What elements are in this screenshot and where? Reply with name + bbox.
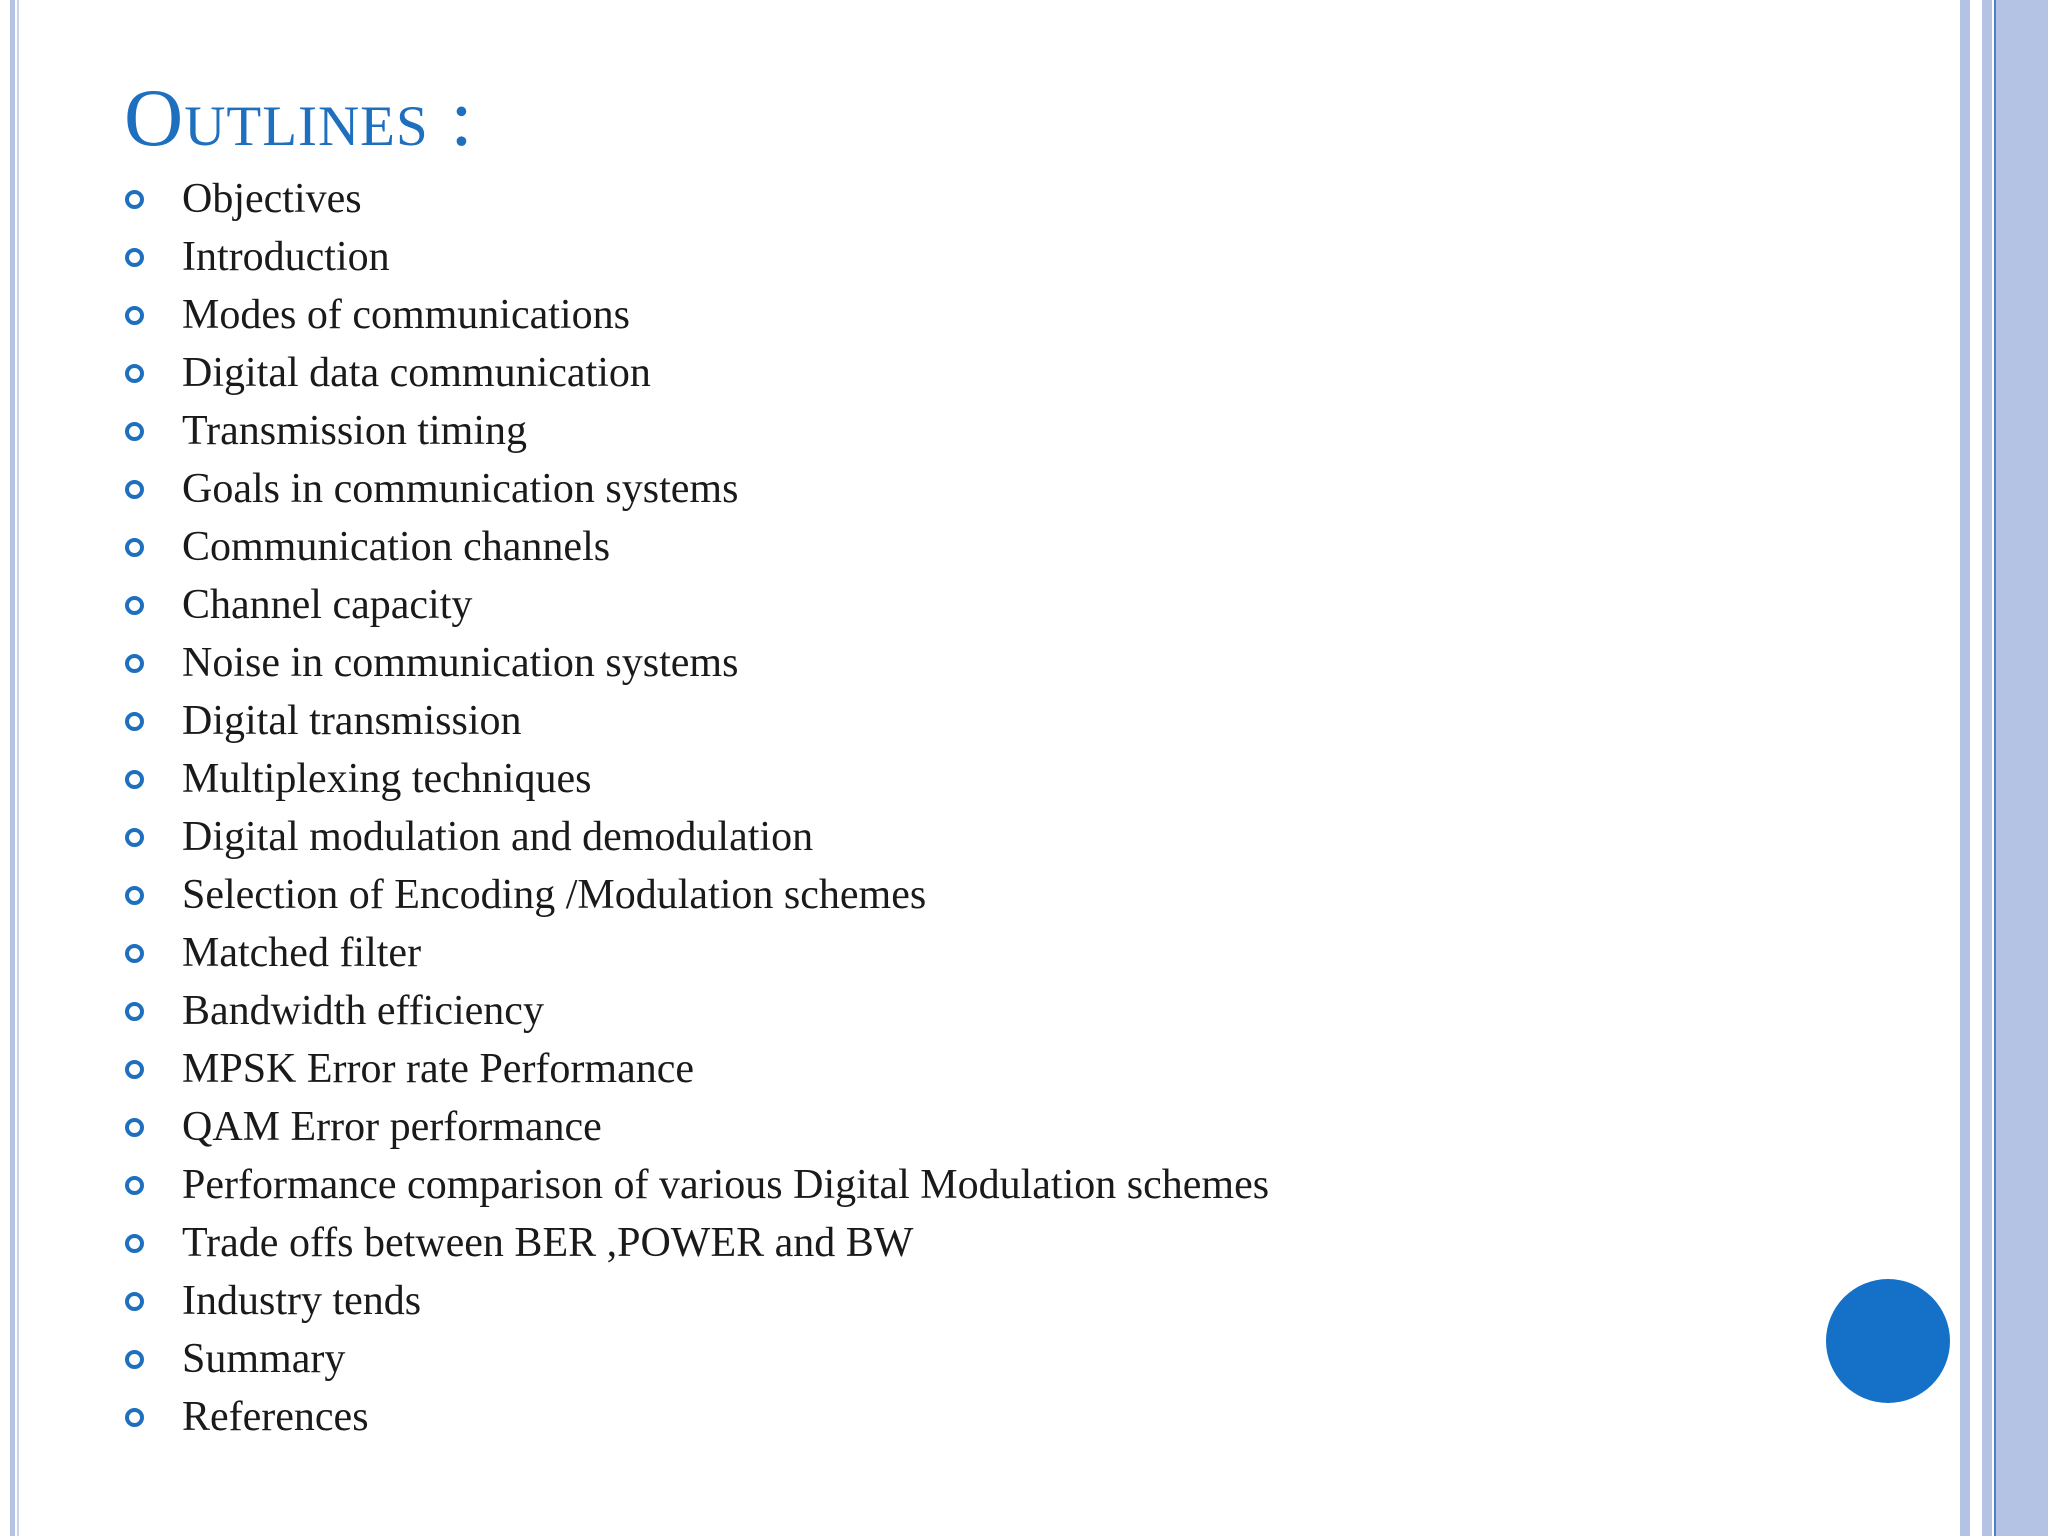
- list-item-text: Introduction: [182, 234, 390, 280]
- bullet-icon: [125, 1176, 144, 1195]
- list-item: [124, 924, 1269, 982]
- list-item-text: Performance comparison of various Digital Modulation schemes: [182, 1162, 1270, 1208]
- list-item: [124, 460, 1269, 518]
- list-item-text: Transmission timing: [182, 408, 528, 454]
- bullet-icon: [125, 422, 144, 441]
- bullet-icon: [125, 480, 144, 499]
- list-item: [124, 1040, 1269, 1098]
- bullet-icon: [125, 1118, 144, 1137]
- right-border-stripe: [1960, 0, 1970, 1536]
- right-border-gap: [1972, 0, 1982, 1536]
- list-item-text: Industry tends: [182, 1278, 422, 1324]
- right-border-band: [1996, 0, 2048, 1536]
- list-item: [124, 750, 1269, 808]
- decorative-circle: [1826, 1279, 1950, 1403]
- list-item: [124, 1388, 1269, 1446]
- list-item: [124, 692, 1269, 750]
- bullet-icon: [125, 828, 144, 847]
- list-item: [124, 634, 1269, 692]
- bullet-icon: [125, 1350, 144, 1369]
- bullet-icon: [125, 944, 144, 963]
- list-item: [124, 982, 1269, 1040]
- bullet-icon: [125, 1292, 144, 1311]
- bullet-icon: [125, 1060, 144, 1079]
- left-border-line-thin: [17, 0, 19, 1536]
- list-item: [124, 576, 1269, 634]
- list-item: [124, 1272, 1269, 1330]
- list-item: [124, 1098, 1269, 1156]
- list-item-text: Communication channels: [182, 524, 611, 570]
- list-item-text: MPSK Error rate Performance: [182, 1046, 694, 1092]
- bullet-icon: [125, 190, 144, 209]
- list-item: [124, 228, 1269, 286]
- bullet-icon: [125, 712, 144, 731]
- bullet-icon: [125, 248, 144, 267]
- list-item: [124, 402, 1269, 460]
- bullet-icon: [125, 596, 144, 615]
- list-item-text: Objectives: [182, 176, 362, 222]
- list-item: [124, 1330, 1269, 1388]
- list-item-text: Multiplexing techniques: [182, 756, 592, 802]
- bullet-icon: [125, 1234, 144, 1253]
- list-item-text: Matched filter: [182, 930, 422, 976]
- list-item: [124, 808, 1269, 866]
- bullet-icon: [125, 1408, 144, 1427]
- left-border-line: [10, 0, 15, 1536]
- slide-title: Outlines :: [124, 72, 474, 163]
- bullet-icon: [125, 886, 144, 905]
- bullet-icon: [125, 654, 144, 673]
- list-item-text: QAM Error performance: [182, 1104, 602, 1150]
- list-item: [124, 344, 1269, 402]
- list-item: [124, 1214, 1269, 1272]
- list-item-text: Selection of Encoding /Modulation schemes: [182, 872, 927, 918]
- list-item-text: References: [182, 1394, 369, 1440]
- list-item: [124, 518, 1269, 576]
- list-item-text: Modes of communications: [182, 292, 630, 338]
- outline-list: [124, 170, 1269, 1446]
- right-border-stripe: [1982, 0, 1992, 1536]
- list-item-text: Digital data communication: [182, 350, 651, 396]
- list-item: [124, 170, 1269, 228]
- list-item-text: Trade offs between BER ,POWER and BW: [182, 1220, 914, 1266]
- list-item-text: Goals in communication systems: [182, 466, 739, 512]
- bullet-icon: [125, 770, 144, 789]
- bullet-icon: [125, 538, 144, 557]
- list-item-text: Summary: [182, 1336, 346, 1382]
- list-item-text: Bandwidth efficiency: [182, 988, 544, 1034]
- list-item: [124, 866, 1269, 924]
- bullet-icon: [125, 1002, 144, 1021]
- list-item-text: Digital transmission: [182, 698, 522, 744]
- list-item: [124, 286, 1269, 344]
- list-item: [124, 1156, 1269, 1214]
- list-item-text: Digital modulation and demodulation: [182, 814, 814, 860]
- bullet-icon: [125, 306, 144, 325]
- list-item-text: Channel capacity: [182, 582, 473, 628]
- list-item-text: Noise in communication systems: [182, 640, 739, 686]
- bullet-icon: [125, 364, 144, 383]
